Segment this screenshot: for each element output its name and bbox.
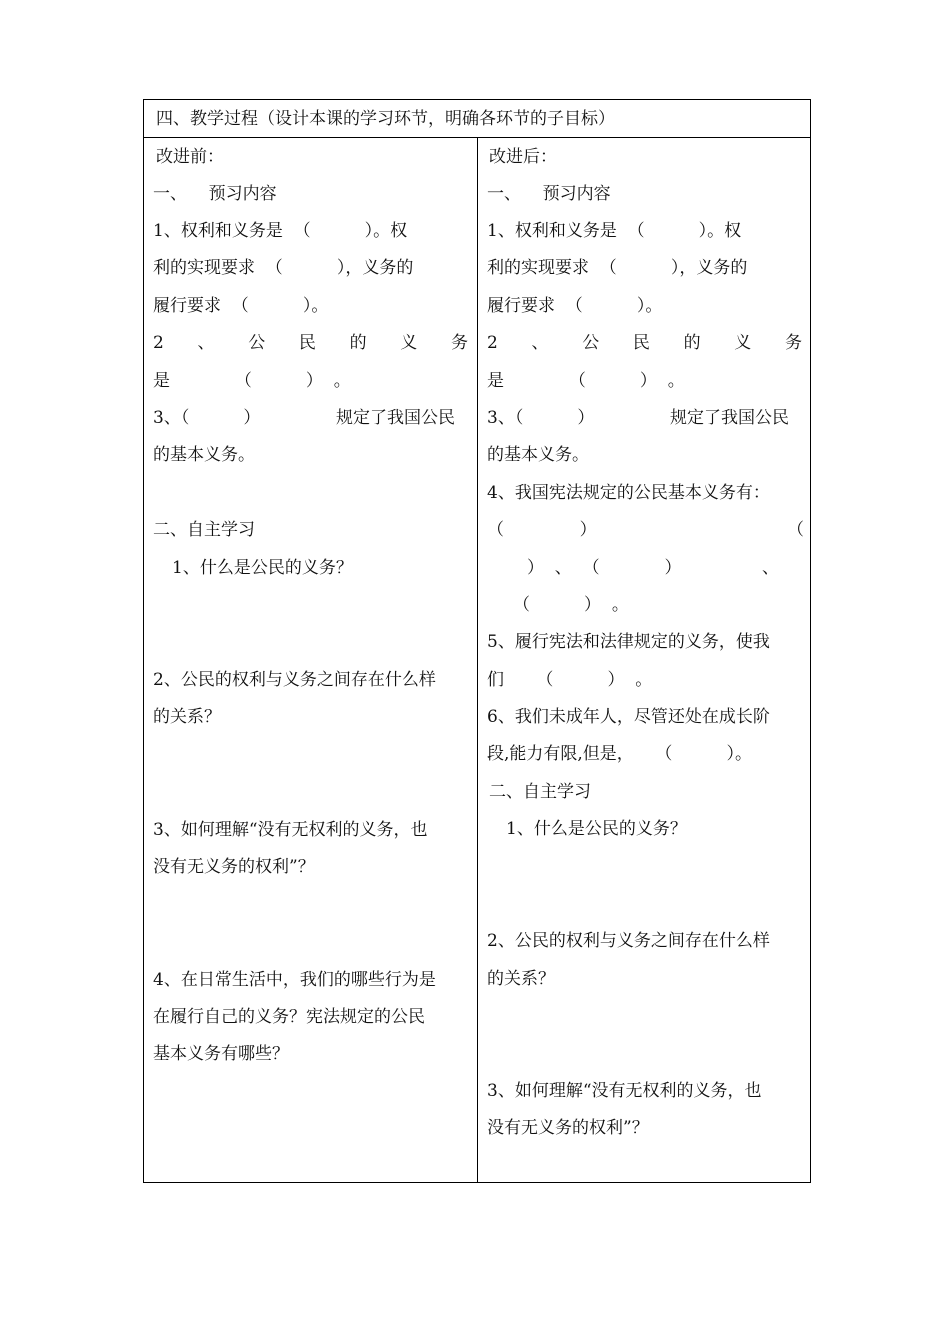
left-question-4-line3: 基本义务有哪些？ — [153, 1044, 289, 1064]
left-p1-line3: 履行要求 （ ）。 — [153, 296, 329, 316]
right-question-2-line2: 的关系？ — [487, 969, 555, 989]
right-p2-line1: 2 、 公 民 的 义 务 — [487, 333, 802, 353]
right-p2-line2: 是 （ ） 。 — [487, 371, 685, 391]
lesson-table — [143, 99, 811, 1183]
right-preview-title: 一、 预习内容 — [487, 184, 611, 204]
right-p4-line3a: ） 、 （ ） — [527, 558, 682, 578]
left-heading: 改进前： — [156, 147, 224, 167]
left-self-study-title: 二、自主学习 — [153, 520, 255, 540]
right-p3-line2: 的基本义务。 — [487, 445, 589, 465]
section-title: 四、教学过程（设计本课的学习环节，明确各环节的子目标） — [156, 109, 615, 129]
left-question-4-line2: 在履行自己的义务？宪法规定的公民 — [153, 1007, 425, 1027]
left-question-2-line2: 的关系？ — [153, 707, 221, 727]
right-p5-line1: 5、履行宪法和法律规定的义务，使我 — [487, 632, 770, 652]
right-question-3-line1: 3、如何理解“没有无权利的义务，也 — [487, 1081, 762, 1101]
right-heading: 改进后： — [489, 147, 557, 167]
right-question-1: 1、什么是公民的义务？ — [506, 819, 687, 839]
left-p1-line1: 1、权利和义务是 （ ）。权 — [153, 221, 408, 241]
right-p4-line2a: （ ） — [487, 520, 597, 540]
right-p4-line3b: 、 — [762, 558, 779, 578]
table-header-row — [144, 100, 810, 138]
right-p1-line1: 1、权利和义务是 （ ）。权 — [487, 221, 742, 241]
left-p2-line2: 是 （ ） 。 — [153, 371, 351, 391]
left-question-4-line1: 4、在日常生活中，我们的哪些行为是 — [153, 970, 436, 990]
right-p3-line1b: 规定了我国公民 — [670, 408, 789, 428]
left-question-2-line1: 2、公民的权利与义务之间存在什么样 — [153, 670, 436, 690]
left-p3-line2: 的基本义务。 — [153, 445, 255, 465]
right-p3-line1a: 3、（ ） — [487, 408, 595, 428]
left-p1-line2: 利的实现要求 （ ），义务的 — [153, 258, 414, 278]
right-p6-line2: 段,能力有限,但是， （ ）。 — [487, 744, 752, 764]
right-self-study-title: 二、自主学习 — [489, 782, 591, 802]
left-preview-title: 一、 预习内容 — [153, 184, 277, 204]
right-p5-line2: 们 （ ） 。 — [487, 670, 653, 690]
right-p4-line4: （ ） 。 — [513, 595, 629, 615]
right-question-2-line1: 2、公民的权利与义务之间存在什么样 — [487, 931, 770, 951]
left-question-1: 1、什么是公民的义务？ — [172, 558, 353, 578]
column-divider — [477, 138, 478, 1183]
left-p3-line1b: 规定了我国公民 — [336, 408, 455, 428]
right-question-3-line2: 没有无义务的权利”？ — [487, 1118, 649, 1138]
left-p2-line1: 2 、 公 民 的 义 务 — [153, 333, 468, 353]
left-p3-line1a: 3、（ ） — [153, 408, 261, 428]
left-question-3-line1: 3、如何理解“没有无权利的义务，也 — [153, 820, 428, 840]
left-question-3-line2: 没有无义务的权利”？ — [153, 857, 315, 877]
right-p6-line1: 6、我们未成年人，尽管还处在成长阶 — [487, 707, 770, 727]
right-p1-line3: 履行要求 （ ）。 — [487, 296, 663, 316]
right-p1-line2: 利的实现要求 （ ），义务的 — [487, 258, 748, 278]
right-p4-line2b: （ — [787, 520, 804, 540]
right-p4-line1: 4、我国宪法规定的公民基本义务有： — [487, 483, 770, 503]
